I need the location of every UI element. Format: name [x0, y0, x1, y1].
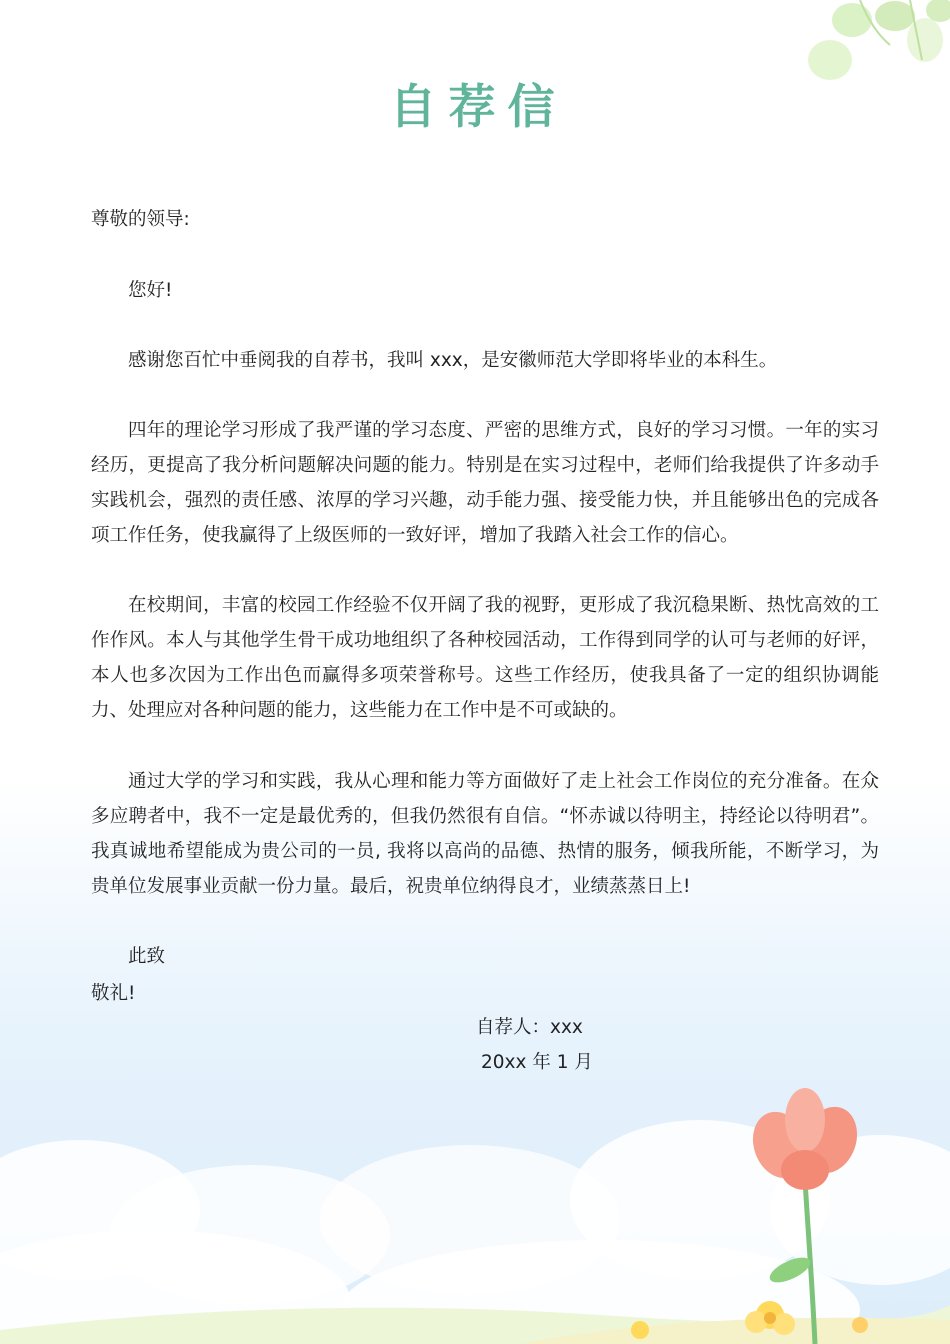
- salutation: 尊敬的领导:: [91, 209, 190, 230]
- signature: 自荐人：xxx: [476, 1017, 583, 1038]
- greeting: 您好!: [128, 280, 173, 301]
- paragraph-intro: 感谢您百忙中垂阅我的自荐书，我叫 xxx，是安徽师范大学即将毕业的本科生。: [128, 350, 778, 371]
- closing-jing-li: 敬礼!: [91, 983, 136, 1004]
- paragraph-closing: 通过大学的学习和实践，我从心理和能力等方面做好了走上社会工作岗位的充分准备。在众多应聘者中，我不一定是最优秀的，但我仍然很有自信。“怀赤诚以待明主，持经论以待明君”。我真诚地希望能成为贵公司的一员, 我将以高尚的品德、热情的服务，倾我所能，不断学习，为贵单位发展事业贡献一份力量。最后，祝贵单位纳得良才，业绩蒸蒸日上!: [91, 771, 879, 897]
- closing-ci-zhi: 此致: [128, 946, 166, 967]
- paragraph-campus: 在校期间，丰富的校园工作经验不仅开阔了我的视野，更形成了我沉稳果断、热忱高效的工作作风。本人与其他学生骨干成功地组织了各种校园活动，工作得到同学的认可与老师的好评，本人也多次因为工作出色而赢得多项荣誉称号。这些工作经历，使我具备了一定的组织协调能力、处理应对各种问题的能力，这些能力在工作中是不可或缺的。: [91, 595, 879, 721]
- date: 20xx 年 1 月: [481, 1052, 593, 1073]
- page-title: 自荐信: [389, 80, 567, 135]
- paragraph-study: 四年的理论学习形成了我严谨的学习态度、严密的思维方式，良好的学习习惯。一年的实习经历，更提高了我分析问题解决问题的能力。特别是在实习过程中，老师们给我提供了许多动手实践机会，强烈的责任感、浓厚的学习兴趣，动手能力强、接受能力快，并且能够出色的完成各项工作任务，使我赢得了上级医师的一致好评，增加了我踏入社会工作的信心。: [91, 420, 879, 546]
- clouds-flowers-decoration: [0, 1060, 950, 1344]
